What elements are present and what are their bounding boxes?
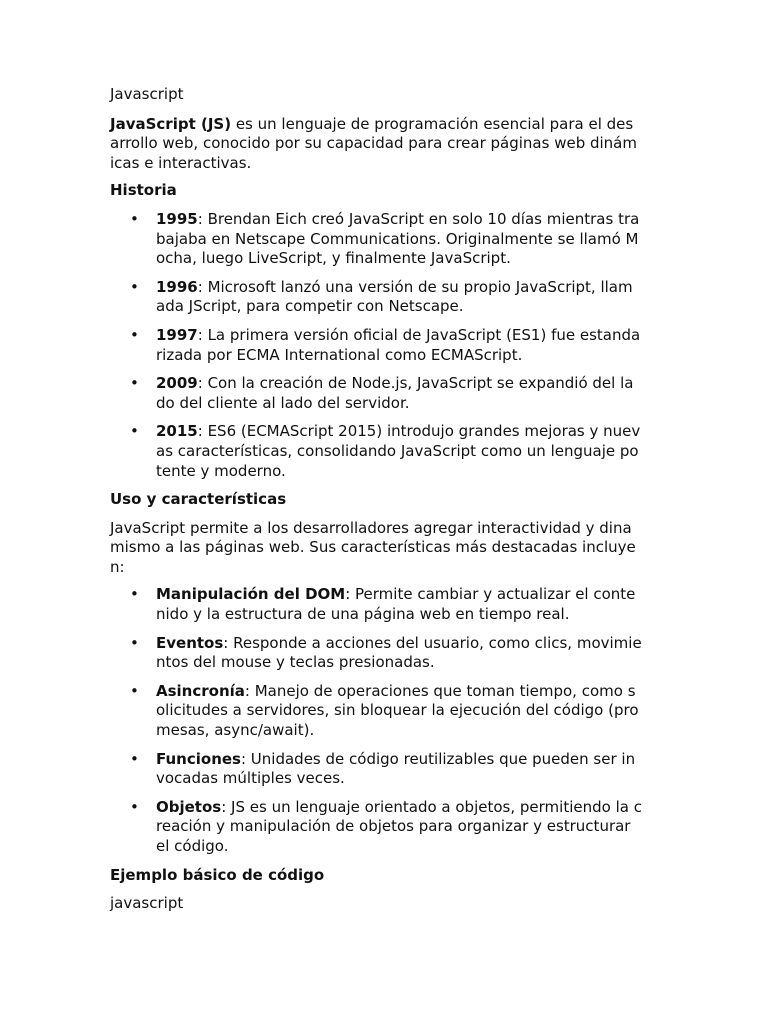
uso-intro-paragraph: JavaScript permite a los desarrolladores agregar interactividad y dina mismo a las páginas web. Sus características más destacadas incluye n: [110, 518, 636, 576]
list-item: • 1996: Microsoft lanzó una versión de su propio JavaScript, llam ada JScript, para competir con Netscape. [130, 277, 633, 316]
year-label: 1996 [156, 277, 198, 296]
bullet-icon: • [130, 585, 139, 604]
list-item: • 2009: Con la creación de Node.js, JavaScript se expandió del la do del cliente al lado del servidor. [130, 374, 634, 412]
year-label: 2015 [156, 422, 198, 441]
document-title: Javascript [110, 85, 184, 103]
list-item: • Eventos: Responde a acciones del usuario, como clics, movimie ntos del mouse y teclas presionadas. [130, 633, 642, 672]
historia-heading: Historia [110, 181, 177, 200]
year-label: 1995 [156, 209, 198, 228]
intro-bold-term: JavaScript (JS) [110, 114, 232, 133]
intro-line-1 [110, 115, 668, 135]
bullet-icon: • [130, 374, 139, 393]
bullet-icon: • [130, 277, 139, 296]
list-item: • 2015: ES6 (ECMAScript 2015) introdujo grandes mejoras y nuev as características, consolidando JavaScript como un lenguaje po tente y moderno. [130, 422, 641, 480]
historia-list [110, 210, 668, 481]
code-language-label: javascript [110, 894, 184, 913]
bullet-icon: • [130, 325, 139, 344]
bullet-icon: • [130, 797, 139, 816]
feature-term: Objetos [156, 797, 222, 816]
feature-term: Asincronía [156, 681, 245, 700]
intro-line-3: icas e interactivas. [110, 153, 252, 172]
list-item: • Funciones: Unidades de código reutilizables que pueden ser in vocadas múltiples veces. [130, 749, 636, 788]
intro-line-2: arrollo web, conocido por su capacidad para crear páginas web dinám [110, 134, 637, 153]
bullet-icon: • [130, 633, 139, 652]
list-item: • Objetos: JS es un lenguaje orientado a objetos, permitiendo la c reación y manipulación de objetos para organizar y estructurar el código. [130, 797, 642, 855]
uso-heading: Uso y características [110, 490, 287, 509]
bullet-icon: • [130, 422, 139, 441]
intro-text: es un lenguaje de programación esencial para el des [231, 114, 634, 133]
year-label: 2009 [156, 374, 198, 393]
intro-paragraph [110, 115, 668, 174]
bullet-icon: • [130, 681, 139, 700]
bullet-icon: • [130, 749, 139, 768]
list-item: • Manipulación del DOM: Permite cambiar y actualizar el conte nido y la estructura de una página web en tiempo real. [130, 585, 636, 624]
feature-term: Eventos [156, 633, 224, 652]
list-item: • Asincronía: Manejo de operaciones que toman tiempo, como s olicitudes a servidores, sin bloquear la ejecución del código (pro mesas, async/await). [130, 681, 639, 740]
feature-term: Manipulación del DOM [156, 585, 346, 604]
year-label: 1997 [156, 325, 198, 344]
list-item: • 1997: La primera versión oficial de JavaScript (ES1) fue estanda rizada por ECMA International como ECMAScript. [130, 325, 641, 364]
uso-list [110, 585, 668, 856]
feature-term: Funciones [156, 749, 241, 768]
ejemplo-heading: Ejemplo básico de código [110, 865, 325, 884]
list-item: • 1995: Brendan Eich creó JavaScript en solo 10 días mientras tra bajaba en Netscape Communications. Originalmente se llamó M ocha, luego LiveScript, y finalmente JavaScript. [130, 209, 640, 268]
bullet-icon: • [130, 209, 139, 228]
